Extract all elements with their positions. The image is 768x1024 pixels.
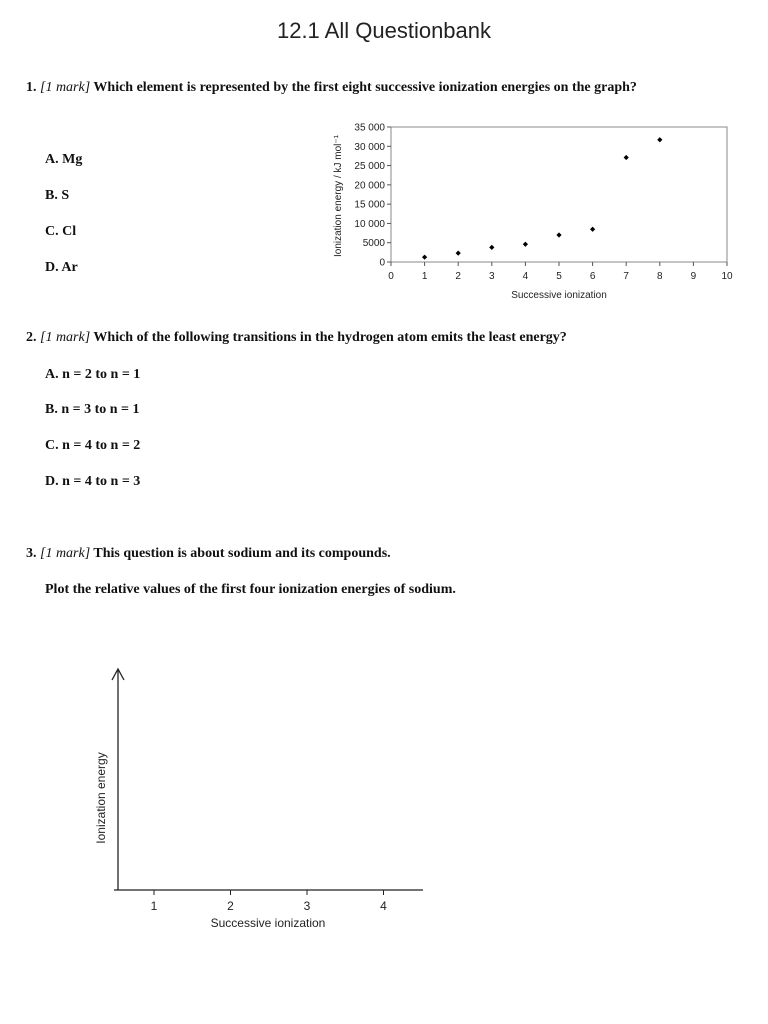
question-2 (26, 330, 567, 346)
x-tick-label: 2 (455, 271, 461, 282)
x-tick-label: 7 (623, 271, 629, 282)
x-tick-label: 5 (556, 271, 562, 282)
question-2-option-a[interactable]: A. n = 2 to n = 1 (45, 367, 141, 382)
blank-x-tick-label: 1 (150, 899, 158, 913)
x-tick-label: 10 (721, 271, 733, 282)
question-1-prompt: Which element is represented by the first eight successive ionization energies on the graph? (93, 80, 637, 95)
x-tick-label: 0 (388, 271, 394, 282)
ionization-energy-chart (325, 118, 745, 308)
question-3-subprompt: Plot the relative values of the first four ionization energies of sodium. (45, 582, 456, 597)
question-2-number: 2. (26, 330, 37, 345)
question-1 (26, 80, 637, 96)
blank-y-axis-label: Ionization energy (94, 752, 108, 844)
y-tick-label: 15 000 (354, 199, 385, 211)
question-1-number: 1. (26, 80, 37, 95)
question-2-option-d[interactable]: D. n = 4 to n = 3 (45, 474, 141, 489)
blank-ionization-axes[interactable] (90, 660, 435, 940)
blank-x-tick-label: 4 (380, 899, 387, 913)
question-1-option-c[interactable]: C. Cl (45, 224, 77, 239)
blank-x-axis-label: Successive ionization (210, 916, 326, 930)
y-tick-label: 30 000 (354, 141, 385, 153)
x-tick-label: 6 (589, 271, 596, 282)
blank-x-tick-label: 3 (303, 899, 311, 913)
question-1-option-b[interactable]: B. S (45, 188, 70, 203)
question-2-option-c[interactable]: C. n = 4 to n = 2 (45, 438, 141, 453)
y-tick-label: 5000 (362, 238, 385, 250)
x-tick-label: 8 (657, 271, 663, 282)
question-3-number: 3. (26, 546, 37, 561)
question-2-prompt: Which of the following transitions in the hydrogen atom emits the least energy? (93, 330, 567, 345)
blank-x-tick-label: 2 (227, 899, 234, 913)
chart-x-axis-label: Successive ionization (511, 290, 607, 301)
x-tick-label: 9 (690, 271, 697, 282)
question-3 (26, 546, 391, 562)
question-2-mark: [1 mark] (40, 330, 91, 345)
x-tick-label: 3 (489, 271, 495, 282)
question-1-option-d[interactable]: D. Ar (45, 260, 78, 275)
question-1-option-a[interactable]: A. Mg (45, 152, 83, 167)
y-tick-label: 35 000 (354, 122, 385, 134)
x-tick-label: 4 (522, 271, 529, 282)
question-3-mark: [1 mark] (40, 546, 91, 561)
y-tick-label: 25 000 (354, 161, 385, 173)
chart-plot-frame (391, 127, 727, 262)
page-title: 12.1 All Questionbank (276, 18, 492, 43)
question-1-mark: [1 mark] (40, 80, 91, 95)
y-tick-label: 20 000 (354, 180, 385, 192)
x-tick-label: 1 (421, 271, 428, 282)
y-tick-label: 0 (379, 257, 385, 269)
question-2-option-b[interactable]: B. n = 3 to n = 1 (45, 402, 140, 417)
y-tick-label: 10 000 (354, 218, 385, 230)
chart-y-axis-label: Ionization energy / kJ mol⁻¹ (333, 135, 344, 257)
question-3-prompt: This question is about sodium and its compounds. (93, 546, 391, 561)
